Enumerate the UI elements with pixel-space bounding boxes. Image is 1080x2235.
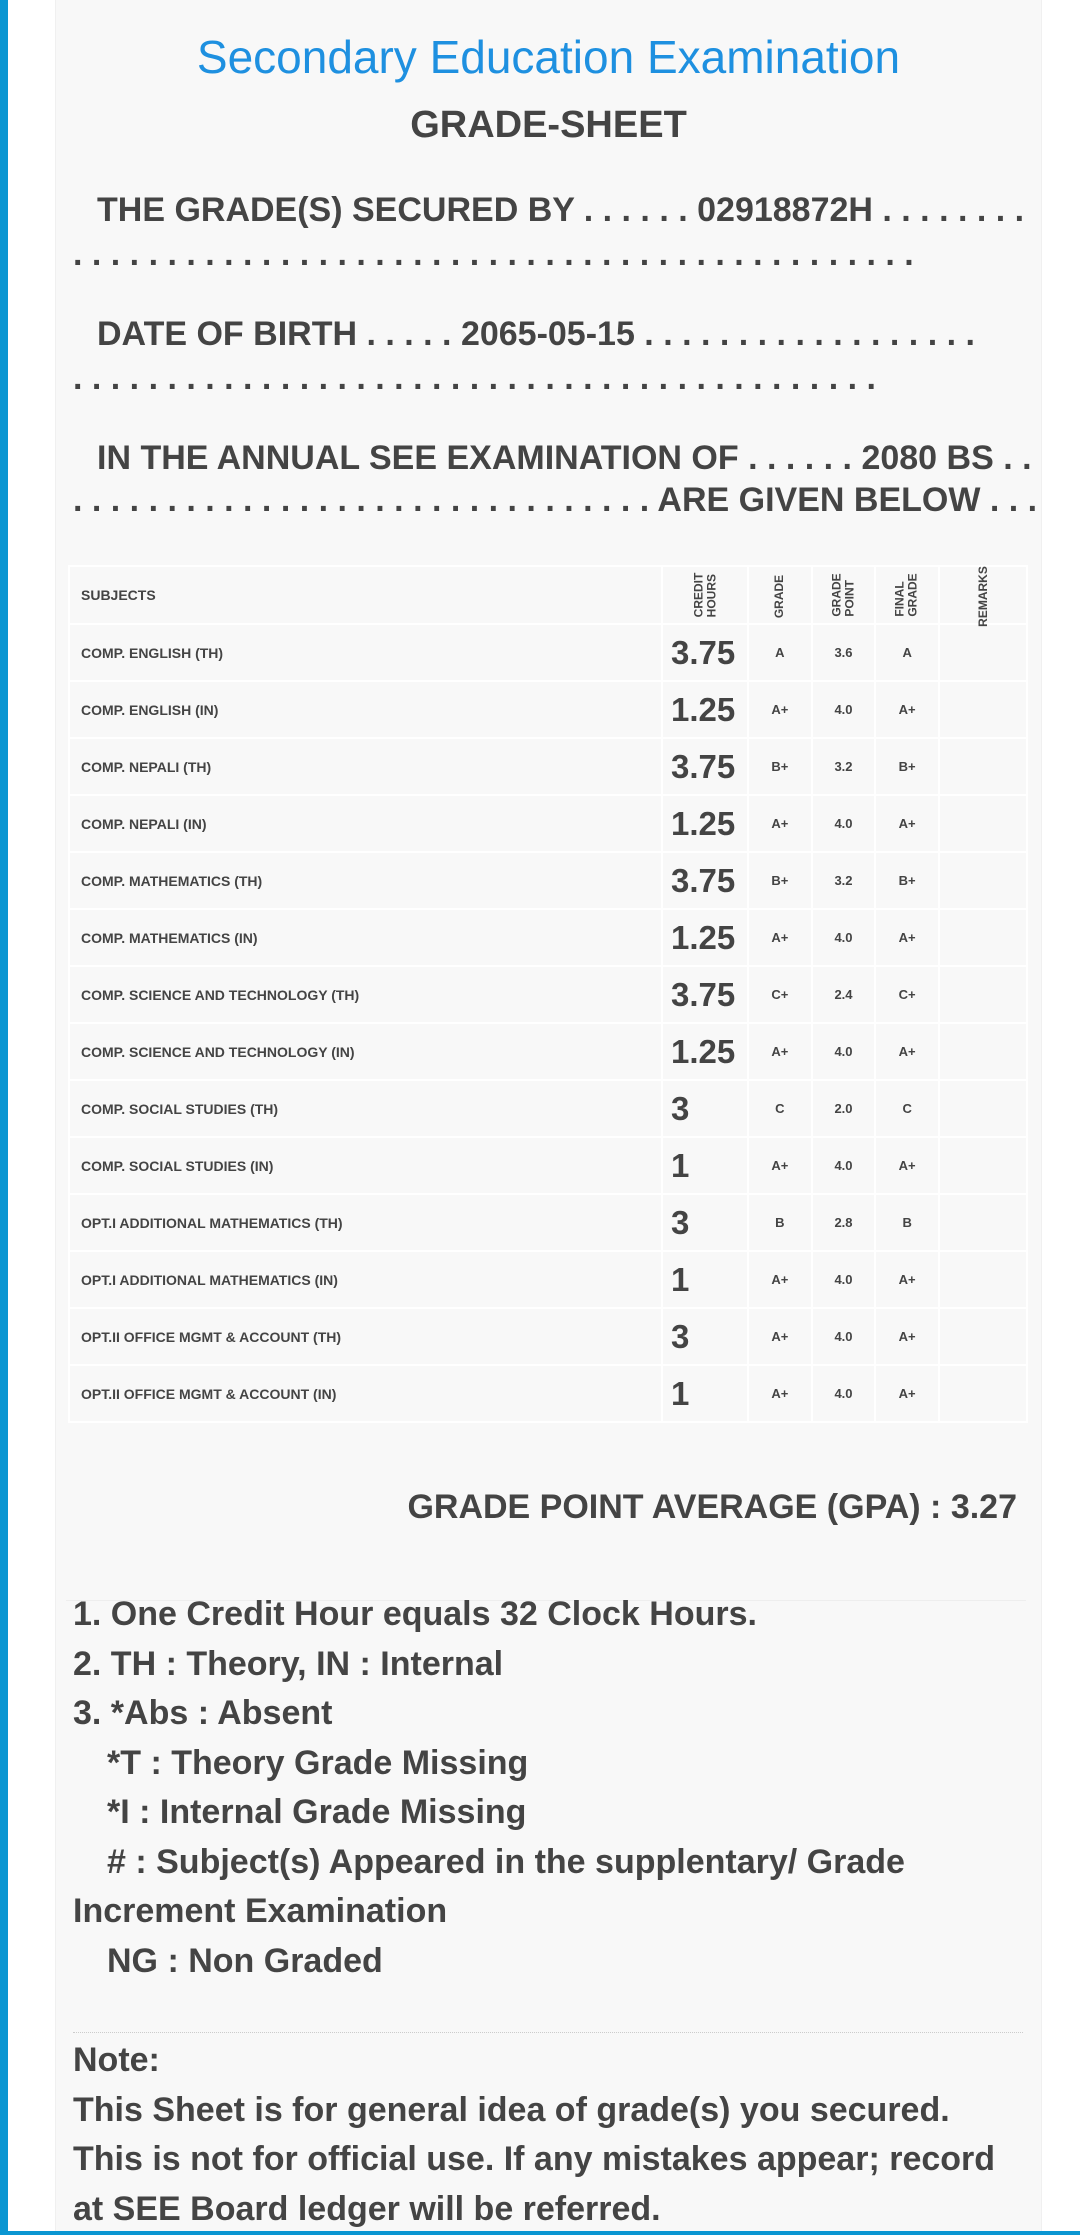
grade-cell: A+ xyxy=(748,1023,812,1080)
header-label: REMARKS xyxy=(975,565,990,627)
dob-line: DATE OF BIRTH . . . . . 2065-05-15 . . . . . . . . . . . . . . . . . . xyxy=(97,315,975,353)
note-text: This Sheet is for general idea of grade(s) you secured. This is not for official use. If any mistakes appear; record at SEE Board ledger will be referred. xyxy=(73,2090,996,2228)
remarks-cell xyxy=(939,795,1027,852)
credit-hours-cell: 1 xyxy=(662,1251,748,1308)
subject-cell: COMP. MATHEMATICS (IN) xyxy=(69,909,662,966)
legend-item: 3. *Abs : Absent xyxy=(73,1694,333,1732)
grade-point-cell: 4.0 xyxy=(812,1251,876,1308)
legend-item: *T : Theory Grade Missing xyxy=(107,1743,529,1782)
table-row xyxy=(69,909,1027,966)
grade-point-cell: 4.0 xyxy=(812,681,876,738)
subject-cell: OPT.I ADDITIONAL MATHEMATICS (IN) xyxy=(69,1251,662,1308)
credit-hours-cell: 3.75 xyxy=(662,966,748,1023)
table-row xyxy=(69,852,1027,909)
grade-cell: A xyxy=(748,624,812,681)
dob-value: 2065-05-15 xyxy=(460,315,635,353)
grade-point-cell: 4.0 xyxy=(812,1023,876,1080)
credit-hours-cell: 1 xyxy=(662,1137,748,1194)
final-grade-cell: A+ xyxy=(875,909,939,966)
grade-point-cell: 4.0 xyxy=(812,909,876,966)
grade-cell: C xyxy=(748,1080,812,1137)
table-row xyxy=(69,1023,1027,1080)
symbol-number: 02918872H xyxy=(697,191,873,229)
header-credit-hours xyxy=(662,566,748,624)
dots-line: . . . . . . . . . . . . . . . . . . . . . . . . . . . . . . . . . . . . . . . . . . . xyxy=(73,359,876,397)
legend-item: NG : Non Graded xyxy=(107,1941,383,1980)
grade-cell: A+ xyxy=(748,909,812,966)
grade-cell: A+ xyxy=(748,795,812,852)
grade-cell: A+ xyxy=(748,1251,812,1308)
table-row xyxy=(69,738,1027,795)
final-grade-cell: A+ xyxy=(875,681,939,738)
credit-hours-cell: 3.75 xyxy=(662,624,748,681)
exam-year: 2080 BS xyxy=(861,439,994,477)
dotted-divider xyxy=(73,2032,1023,2033)
credit-hours-cell: 3 xyxy=(662,1080,748,1137)
table-row xyxy=(69,795,1027,852)
remarks-cell xyxy=(939,624,1027,681)
final-grade-cell: A xyxy=(875,624,939,681)
final-grade-cell: B+ xyxy=(875,738,939,795)
secured-by-line: THE GRADE(S) SECURED BY . . . . . . 02918872H . . . . . . . . xyxy=(97,191,1025,229)
header-label: FINAL GRADE xyxy=(893,573,921,617)
final-grade-cell: A+ xyxy=(875,795,939,852)
header-label: GRADE xyxy=(772,574,787,618)
remarks-cell xyxy=(939,1194,1027,1251)
legend-item: 1. One Credit Hour equals 32 Clock Hours. xyxy=(73,1595,757,1633)
final-grade-cell: B xyxy=(875,1194,939,1251)
exam-line: IN THE ANNUAL SEE EXAMINATION OF . . . . . . 2080 BS . . xyxy=(97,439,1032,477)
final-grade-cell: A+ xyxy=(875,1251,939,1308)
remarks-cell xyxy=(939,966,1027,1023)
subject-cell: COMP. SCIENCE AND TECHNOLOGY (TH) xyxy=(69,966,662,1023)
grade-sheet-card xyxy=(55,0,1042,2231)
table-row xyxy=(69,1080,1027,1137)
remarks-cell xyxy=(939,1308,1027,1365)
grade-cell: A+ xyxy=(748,1308,812,1365)
subject-cell: COMP. SOCIAL STUDIES (IN) xyxy=(69,1137,662,1194)
grades-table xyxy=(68,565,1028,1423)
legend-item: 2. TH : Theory, IN : Internal xyxy=(73,1644,504,1683)
remarks-cell xyxy=(939,1365,1027,1422)
credit-hours-cell: 3 xyxy=(662,1308,748,1365)
credit-hours-cell: 1.25 xyxy=(662,1023,748,1080)
credit-hours-cell: 3.75 xyxy=(662,852,748,909)
credit-hours-cell: 1.25 xyxy=(662,681,748,738)
final-grade-cell: A+ xyxy=(875,1137,939,1194)
remarks-cell xyxy=(939,1023,1027,1080)
table-row xyxy=(69,1137,1027,1194)
grade-point-cell: 3.6 xyxy=(812,624,876,681)
subject-cell: COMP. SOCIAL STUDIES (TH) xyxy=(69,1080,662,1137)
page-title: Secondary Education Examination xyxy=(196,31,901,83)
grade-sheet-heading: GRADE-SHEET xyxy=(410,104,687,146)
subject-cell: COMP. NEPALI (TH) xyxy=(69,738,662,795)
grade-cell: B+ xyxy=(748,738,812,795)
remarks-cell xyxy=(939,738,1027,795)
header-label: CREDIT HOURS xyxy=(690,572,718,618)
grade-point-cell: 3.2 xyxy=(812,738,876,795)
table-row xyxy=(69,966,1027,1023)
table-row xyxy=(69,1308,1027,1365)
remarks-cell xyxy=(939,852,1027,909)
remarks-cell xyxy=(939,681,1027,738)
final-grade-cell: A+ xyxy=(875,1023,939,1080)
header-grade xyxy=(748,566,812,624)
note-label: Note: xyxy=(73,2041,160,2079)
grade-cell: C+ xyxy=(748,966,812,1023)
subject-cell: OPT.I ADDITIONAL MATHEMATICS (TH) xyxy=(69,1194,662,1251)
grade-point-cell: 4.0 xyxy=(812,1365,876,1422)
subject-cell: COMP. SCIENCE AND TECHNOLOGY (IN) xyxy=(69,1023,662,1080)
credit-hours-cell: 1.25 xyxy=(662,795,748,852)
remarks-cell xyxy=(939,909,1027,966)
header-final-grade xyxy=(875,566,939,624)
table-row xyxy=(69,1365,1027,1422)
grade-point-cell: 3.2 xyxy=(812,852,876,909)
legend-item: Increment Examination xyxy=(73,1892,448,1930)
grade-cell: B+ xyxy=(748,852,812,909)
grade-cell: A+ xyxy=(748,681,812,738)
dob-label: DATE OF BIRTH xyxy=(97,315,358,353)
final-grade-cell: A+ xyxy=(875,1308,939,1365)
legend-item: *I : Internal Grade Missing xyxy=(107,1793,527,1831)
grade-point-cell: 4.0 xyxy=(812,1308,876,1365)
table-row xyxy=(69,681,1027,738)
header-remarks xyxy=(939,565,1027,627)
credit-hours-cell: 3 xyxy=(662,1194,748,1251)
subject-cell: COMP. ENGLISH (TH) xyxy=(69,624,662,681)
secured-label: THE GRADE(S) SECURED BY xyxy=(97,191,575,229)
grade-cell: A+ xyxy=(748,1137,812,1194)
given-below-label: ARE GIVEN BELOW xyxy=(657,481,981,519)
grade-cell: A+ xyxy=(748,1365,812,1422)
grade-point-cell: 2.4 xyxy=(812,966,876,1023)
credit-hours-cell: 3.75 xyxy=(662,738,748,795)
final-grade-cell: C xyxy=(875,1080,939,1137)
final-grade-cell: A+ xyxy=(875,1365,939,1422)
remarks-cell xyxy=(939,1251,1027,1308)
exam-label: IN THE ANNUAL SEE EXAMINATION OF xyxy=(97,439,739,477)
credit-hours-cell: 1.25 xyxy=(662,909,748,966)
table-header-row xyxy=(69,566,1027,624)
subject-cell: OPT.II OFFICE MGMT & ACCOUNT (TH) xyxy=(69,1308,662,1365)
dots-line: . . . . . . . . . . . . . . . . . . . . . . . . . . . . . . . . . . . . . . . . . . . . . xyxy=(73,235,914,273)
header-grade-point xyxy=(812,566,876,624)
remarks-cell xyxy=(939,1137,1027,1194)
subject-cell: COMP. ENGLISH (IN) xyxy=(69,681,662,738)
subject-cell: COMP. MATHEMATICS (TH) xyxy=(69,852,662,909)
header-label: GRADE POINT xyxy=(829,573,857,617)
header-subjects: SUBJECTS xyxy=(69,566,662,624)
subject-cell: OPT.II OFFICE MGMT & ACCOUNT (IN) xyxy=(69,1365,662,1422)
grade-point-cell: 4.0 xyxy=(812,795,876,852)
grade-cell: B xyxy=(748,1194,812,1251)
grade-point-cell: 2.8 xyxy=(812,1194,876,1251)
table-row xyxy=(69,624,1027,681)
grade-point-cell: 2.0 xyxy=(812,1080,876,1137)
remarks-cell xyxy=(939,1080,1027,1137)
gpa-summary: GRADE POINT AVERAGE (GPA) : 3.27 xyxy=(407,1488,1017,1526)
final-grade-cell: B+ xyxy=(875,852,939,909)
given-below-line: . . . . . . . . . . . . . . . . . . . . . . . . . . . . . . . ARE GIVEN BELOW . . . xyxy=(73,481,1038,519)
legend-item: # : Subject(s) Appeared in the supplentary/ Grade xyxy=(107,1842,905,1881)
final-grade-cell: C+ xyxy=(875,966,939,1023)
credit-hours-cell: 1 xyxy=(662,1365,748,1422)
table-row xyxy=(69,1194,1027,1251)
table-row xyxy=(69,1251,1027,1308)
grade-point-cell: 4.0 xyxy=(812,1137,876,1194)
bottom-accent-bar xyxy=(0,2231,1080,2235)
legend xyxy=(73,1590,1023,1986)
disclaimer xyxy=(73,2036,1023,2234)
subject-cell: COMP. NEPALI (IN) xyxy=(69,795,662,852)
left-accent-bar xyxy=(0,0,8,2235)
